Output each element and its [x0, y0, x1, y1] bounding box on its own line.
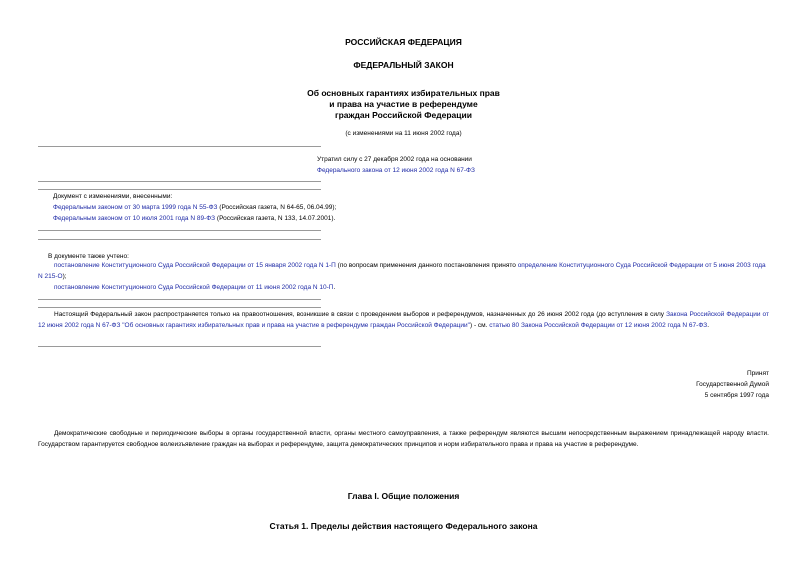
changes-item-1 [53, 202, 453, 213]
adopted-line1: Принят [746, 370, 769, 377]
changes-intro: Документ с изменениями, внесенными: [53, 193, 173, 200]
law-title-line1: Об основных гарантиях избирательных прав [307, 88, 500, 98]
law-title-line2: и права на участие в референдуме [329, 99, 478, 109]
adopted-line2: Государственной Думой [696, 381, 769, 388]
ks-ruling-10p-link[interactable]: постановление Конституционного Суда Российской Федерации от 11 июня 2002 года N 10-П [54, 284, 334, 291]
changes-item-2-text: (Российская газета, N 133, 14.07.2001). [215, 215, 336, 222]
divider [38, 181, 321, 182]
changes-item-1-link[interactable]: Федеральным законом от 30 марта 1999 года N 55-ФЗ [53, 204, 218, 211]
also-considered-item-1-text: (по вопросам применения данного постановления принято [335, 262, 518, 269]
divider [38, 239, 321, 240]
law-type-heading: ФЕДЕРАЛЬНЫЙ ЗАКОН [353, 60, 454, 70]
divider [38, 307, 321, 308]
amendments-note: (с изменениями на 11 июня 2002 года) [345, 130, 462, 137]
also-considered-intro: В документе также учтено: [48, 253, 129, 260]
divider [38, 299, 321, 300]
article-title: Статья 1. Пределы действия настоящего Федерального закона [269, 521, 538, 531]
scope-note [38, 310, 769, 331]
ks-definition-215o-link[interactable]: определение Конституционного Суда Российской Федерации от 5 июня 2003 года N 215-О [38, 262, 766, 280]
changes-item-2-link[interactable]: Федеральным законом от 10 июля 2001 года N 89-ФЗ [53, 215, 216, 222]
also-considered-item-2-end: . [333, 284, 336, 291]
adopted-line3: 5 сентября 1997 года [704, 392, 769, 399]
chapter-title: Глава I. Общие положения [347, 491, 460, 501]
scope-note-text-3: . [707, 321, 710, 329]
also-considered-item-1-end: ); [62, 272, 67, 280]
law-title-line3: граждан Российской Федерации [335, 110, 472, 120]
scope-note-text-2: ) - см. [469, 321, 490, 329]
law-title [0, 88, 807, 121]
preamble: Демократические свободные и периодические выборы в органы государственной власти, органы местного самоуправления, а также референдум являются высшим непосредственным выражением принадлежащей народу власти. Государством гарантируется свободное волеизъявление граждан на выборах и референдуме, защита демократических принципов и норм избирательного права и права на участие в референдуме. [38, 430, 769, 448]
divider [38, 146, 321, 147]
article-80-link[interactable]: статью 80 Закона Российской Федерации от 12 июня 2002 года N 67-ФЗ [489, 321, 708, 329]
adopted-block [569, 368, 769, 401]
changes-item-2 [53, 213, 453, 224]
lapsed-text: Утратил силу с 27 декабря 2002 года на основании [317, 156, 472, 163]
also-considered-item-2 [54, 283, 769, 294]
law-67fz-link[interactable]: Закона Российской Федерации от 12 июня 2002 года N 67-ФЗ "Об основных гарантиях избирательных прав и права на участие в референдуме граждан Российской Федерации" [38, 311, 769, 329]
changes-block [53, 191, 453, 224]
lapsed-law-link[interactable]: Федерального закона от 12 июня 2002 года N 67-ФЗ [317, 167, 475, 174]
ks-ruling-1p-link[interactable]: постановление Конституционного Суда Российской Федерации от 15 января 2002 года N 1-П [54, 262, 336, 269]
lapsed-status [317, 154, 517, 176]
divider [38, 346, 321, 347]
country-heading: РОССИЙСКАЯ ФЕДЕРАЦИЯ [345, 37, 462, 47]
also-considered-item-1 [38, 261, 769, 282]
divider [38, 189, 321, 190]
divider [38, 230, 321, 231]
scope-note-text-1: Настоящий Федеральный закон распространяется только на правоотношения, возникшие в связи с проведением выборов и референдумов, назначенных до 26 июня 2002 года (до вступления в силу [54, 311, 667, 318]
changes-item-1-text: (Российская газета, N 64-65, 06.04.99); [217, 204, 337, 211]
